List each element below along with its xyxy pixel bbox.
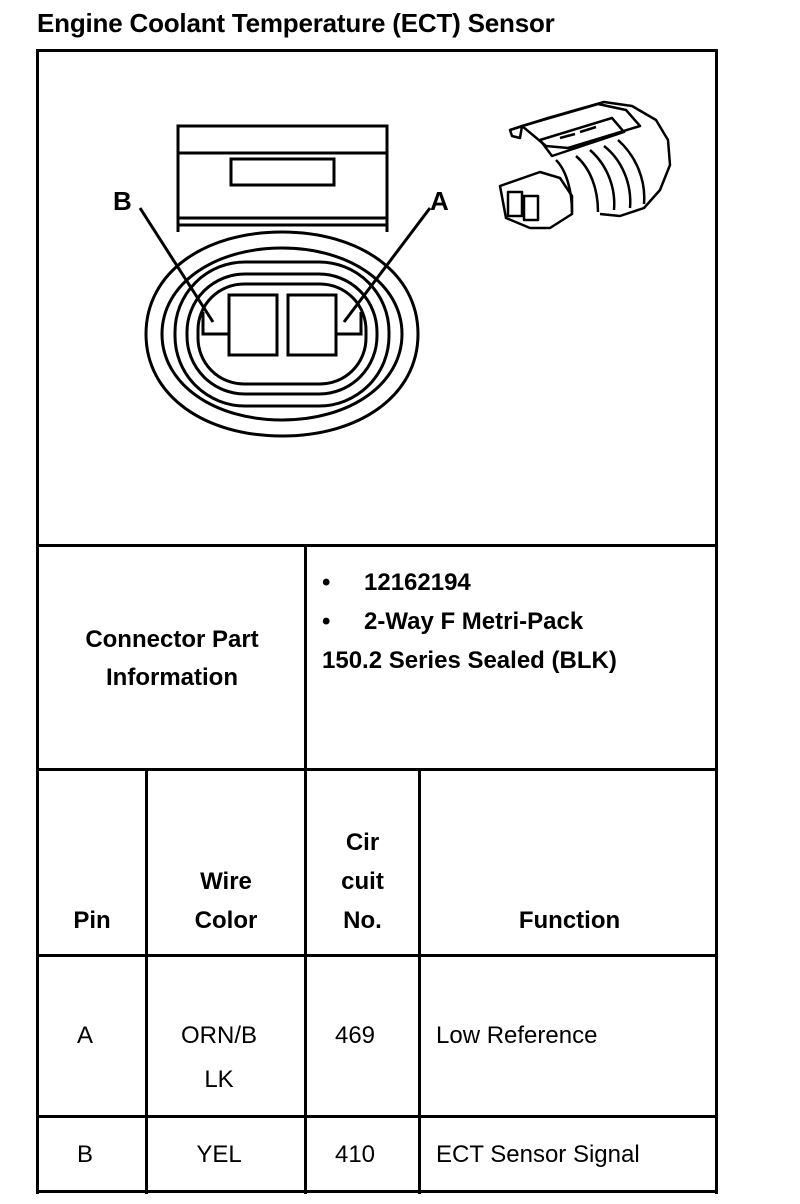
- cell-pin-a: A: [76, 1022, 93, 1049]
- wire-color-line-1: ORN/B: [180, 1022, 257, 1049]
- pin-label-a: A: [430, 186, 449, 216]
- divider-diagram-bottom: [36, 544, 718, 547]
- divider-row-b-bottom: [36, 1190, 718, 1193]
- wire-color-line-2: LK: [204, 1066, 234, 1093]
- list-item: [322, 563, 617, 602]
- terminal-a: [288, 295, 336, 355]
- connector-face: [146, 232, 418, 436]
- pin-label-b: B: [113, 186, 132, 216]
- header-circuit-line-2: cuit: [341, 868, 384, 895]
- header-circuit-line-3: No.: [343, 907, 382, 934]
- connector-info-list: [322, 563, 617, 680]
- connector-type: 2-Way F Metri-Pack: [364, 608, 584, 635]
- header-wire-color: [148, 862, 304, 940]
- header-function: [421, 901, 718, 940]
- header-circuit-no: [307, 823, 418, 940]
- cell-circuit-a: 469: [334, 1022, 376, 1049]
- divider-col-pin: [145, 768, 148, 1194]
- bullet-icon: •: [322, 569, 331, 596]
- divider-row-a-bottom: [36, 1115, 718, 1118]
- list-item-continuation: [322, 641, 617, 680]
- header-wire-line-2: Color: [194, 907, 258, 934]
- cell-function-b: ECT Sensor Signal: [436, 1141, 640, 1168]
- header-function-text: Function: [518, 907, 621, 934]
- cell-pin-b: B: [76, 1141, 93, 1168]
- header-pin-text: Pin: [73, 907, 111, 934]
- page-title: Engine Coolant Temperature (ECT) Sensor: [37, 8, 555, 38]
- divider-header-bottom: [36, 954, 718, 957]
- divider-col-circuit: [418, 768, 421, 1194]
- connector-part-number: 12162194: [364, 569, 471, 596]
- cell-circuit-b: 410: [334, 1141, 376, 1168]
- cell-wire-color-b: [148, 1133, 290, 1177]
- wire-color-line-1: YEL: [196, 1141, 242, 1168]
- header-pin: [39, 901, 145, 940]
- cell-function-a: Low Reference: [436, 1022, 598, 1049]
- connector-isometric-icon: [500, 102, 670, 228]
- connector-diagram: [0, 0, 800, 544]
- cell-wire-color-a: [148, 1014, 290, 1102]
- bullet-icon: •: [322, 608, 331, 635]
- connector-series: 150.2 Series Sealed (BLK): [322, 647, 617, 674]
- header-circuit-line-1: Cir: [345, 829, 380, 856]
- list-item: [322, 602, 617, 641]
- connector-info-label: Connector Part Information: [85, 626, 259, 691]
- terminal-b: [229, 295, 277, 355]
- header-wire-line-1: Wire: [200, 868, 252, 895]
- connector-lock-tab: [178, 126, 387, 232]
